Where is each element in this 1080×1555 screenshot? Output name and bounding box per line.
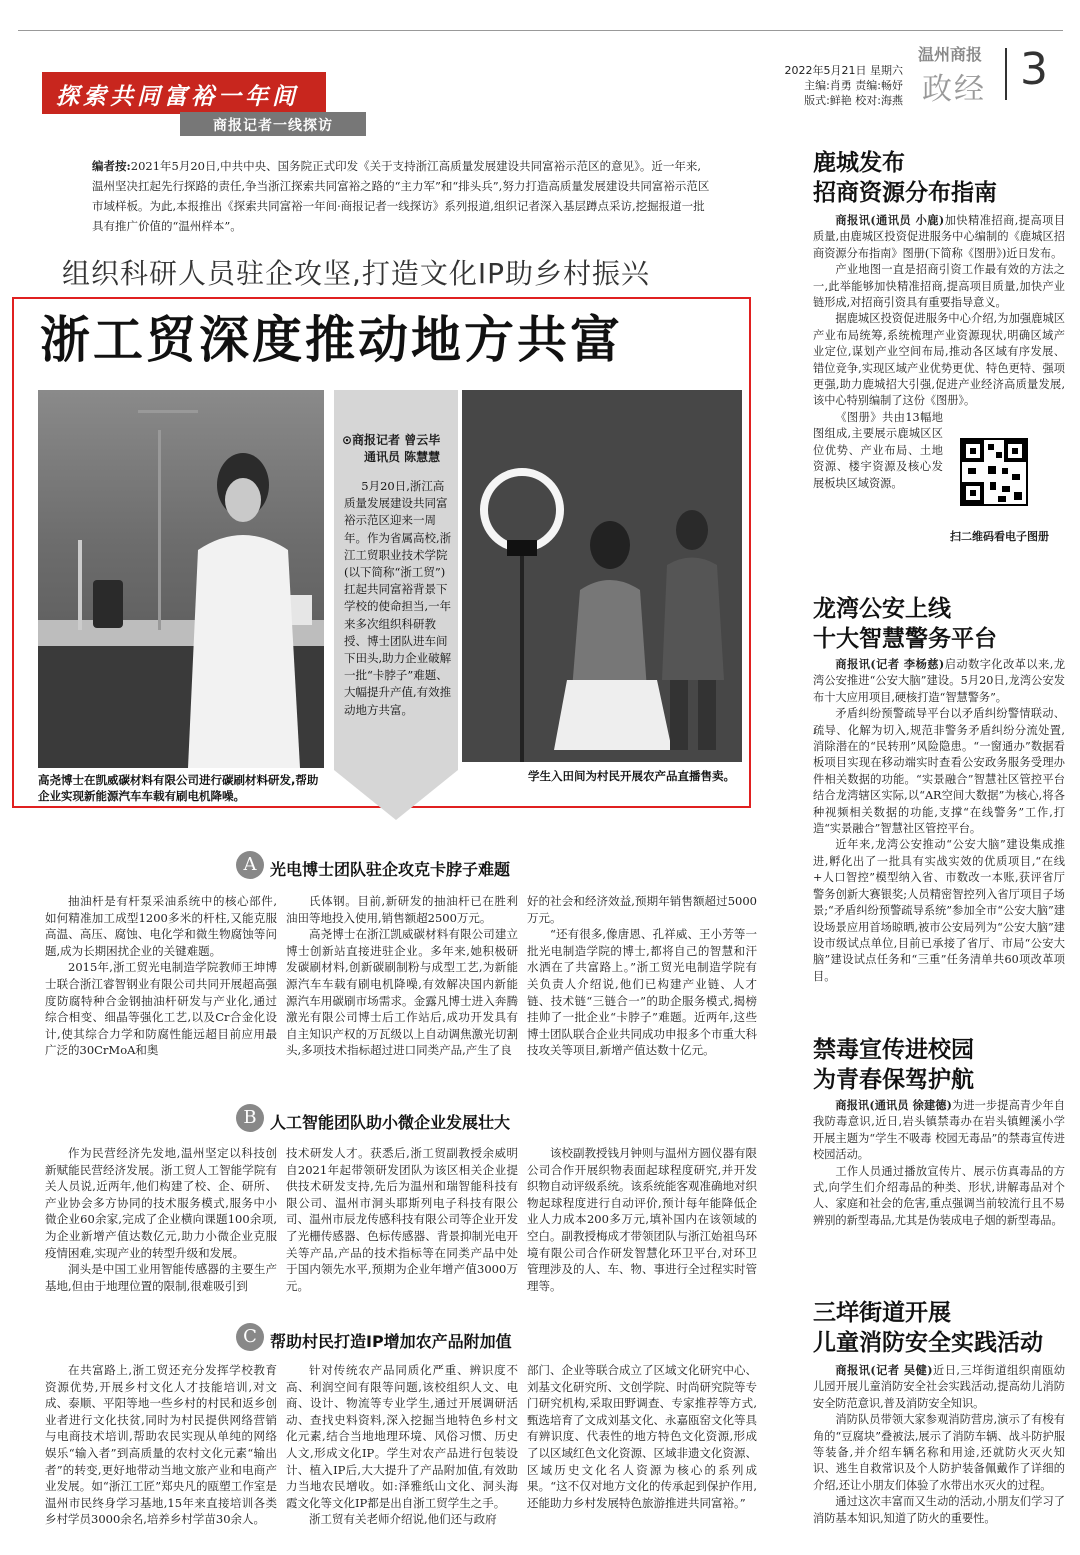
qr-code-icon[interactable] xyxy=(960,438,1028,506)
sidebar-1-title-line2: 招商资源分布指南 xyxy=(813,180,997,206)
paragraph: 浙工贸有关老师介绍说,他们还与政府 xyxy=(309,1512,497,1527)
section-name: 政经 xyxy=(922,72,986,107)
paragraph: 通过这次丰富而又生动的活动,小朋友们学习了消防基本知识,知道了防火的重要性。 xyxy=(813,1495,1065,1525)
page-number: 3 xyxy=(1020,44,1048,95)
paragraph: 高尧博士在浙江凯威碳材料有限公司建立博士创新站直接进驻企业。多年来,她积极研发碳刷材料,创新碳刷制粉与成型工艺,为新能源汽车车载有刷电机降噪,有效解决国内新能源汽车用碳刷市场需求。金露凡博士进入奔腾激光有限公司博士后工作站后,成功开发具有自主知识产权的万瓦级以上自动调焦激光切割头,多项技术指标超过进口同类产品,产生了良 xyxy=(286,927,518,1058)
section-b-col2 xyxy=(286,1145,518,1294)
paragraph: 部门、企业等联合成立了区域文化研究中心、刘基文化研究所、文创学院、时尚研究院等专门研究机构,采取田野调查、专家推荐等方式,甄选培育了文成刘基文化、永嘉瓯窑文化等具有辨识度、代表性的地方特色文化资源,形成了以区域红色文化资源、区域非遗文化资源、区域历史文化名人资源为核心的系列成果。“这不仅对地方文化的传承起到保护作用,还能助力乡村发展特色旅游推进共同富裕。” xyxy=(527,1363,757,1510)
paragraph: 据鹿城区投资促进服务中心介绍,为加强鹿城区产业布局统筹,系统梳理产业资源现状,明确区域产业定位,谋划产业空间布局,推动各区域有序发展、错位竞争,实现区域产业优势更优、特色更特、强项更强,助力鹿城招大引强,促进产业经济高质量发展,该中心特别编制了这份《图册》。 xyxy=(813,312,1065,408)
section-a-title: 光电博士团队驻企攻克卡脖子难题 xyxy=(270,860,511,879)
section-a-col3 xyxy=(527,893,757,1059)
section-c-marker: C xyxy=(236,1323,264,1351)
section-b-title: 人工智能团队助小微企业发展壮大 xyxy=(270,1113,511,1132)
lab-photo-art xyxy=(38,390,324,768)
paragraph: 商报讯(通讯员 徐建德)为进一步提高青少年自我防毒意识,近日,岩头镇禁毒办在岩头镇鲤溪小学开展主题为“学生不吸毒 校园无毒品”的禁毒宣传进校园活动。 xyxy=(813,1098,1065,1162)
section-c-title: 帮助村民打造IP增加农产品附加值 xyxy=(270,1332,512,1351)
paragraph: 好的社会和经济效益,预期年销售额超过5000万元。 xyxy=(527,894,757,925)
dateline: 商报讯(通讯员 小鹿) xyxy=(835,213,945,227)
caption-right: 学生入田间为村民开展农产品直播售卖。 xyxy=(528,769,735,783)
newspaper-name: 温州商报 xyxy=(918,45,983,64)
sidebar-4-title-line2: 儿童消防安全实践活动 xyxy=(813,1330,1043,1356)
meta-layout: 版式:鲜艳 校对:海燕 xyxy=(804,94,903,107)
paragraph: 消防队员带领大家参观消防营房,演示了有梭有角的“豆腐块”叠被法,展示了消防车辆、战斗防护服等装备,并介绍车辆名称和用途,还就防火灭火知识、逃生自救常识及个人防护装备佩戴作了详细的介绍,还让小朋友们体验了水带出水灭火的过程。 xyxy=(813,1413,1065,1492)
sidebar-1-title xyxy=(813,148,997,208)
editor-note-text: 2021年5月20日,中共中央、国务院正式印发《关于支持浙江高质量发展建设共同富裕示范区的意见》。近一年来,温州坚决扛起先行探路的责任,争当浙江探索共同富裕之路的“主力军”和“排头兵”,努力打造高质量发展建设共同富裕示范区市域样板。为此,本报推出《探索共同富裕一年间·商报记者一线探访》系列报道,组织记者深入基层蹲点采访,挖掘报道一批具有推广价值的“温州样本”。 xyxy=(92,159,710,233)
field-photo-art xyxy=(462,390,742,762)
qr-pattern xyxy=(962,440,1026,504)
caption-left: 高尧博士在凯威碳材料有限公司进行碳刷材料研发,帮助企业实现新能源汽车车载有刷电机降噪。 xyxy=(38,773,319,803)
sidebar-3-title-line2: 为青春保驾护航 xyxy=(813,1067,974,1093)
paragraph: 抽油杆是有杆泵采油系统中的核心部件,如何精准加工成型1200多米的杆柱,又能克服高温、高压、腐蚀、电化学和微生物腐蚀等问题,成为长期困扰企业的关键难题。 xyxy=(45,894,277,958)
sidebar-1-title-line1: 鹿城发布 xyxy=(813,150,905,176)
section-c-col2 xyxy=(286,1362,518,1528)
dateline: 商报讯(记者 吴健) xyxy=(835,1363,933,1377)
sidebar-2-title-line2: 十大智慧警务平台 xyxy=(813,626,997,652)
meta-date: 2022年5月21日 星期六 xyxy=(784,64,903,77)
sidebar-2-title xyxy=(813,594,997,654)
paragraph: “还有很多,像唐恩、孔祥威、王小芳等一批光电制造学院的博士,都将自己的智慧和汗水洒在了共富路上。”浙工贸光电制造学院有关负责人介绍说,他们已构建产业链、人才链、技术链“三链合一”的助企服务模式,揭榜挂帅了一批企业“卡脖子”难题。近两年,这些博士团队联合企业共同成功申报多个市重大科技攻关等项目,新增产值达数十亿元。 xyxy=(527,927,757,1058)
sidebar-4-title xyxy=(813,1298,1043,1358)
editor-note-label: 编者按: xyxy=(92,159,131,173)
section-a-col2 xyxy=(286,893,518,1059)
qr-caption: 扫二维码看电子图册 xyxy=(950,530,1049,543)
paragraph: 矛盾纠纷预警疏导平台以矛盾纠纷警情联动、疏导、化解为切入,规范非警务矛盾纠纷分流处置,消除潜在的“民转刑”风险隐患。“一窗通办”数据看板项目实现在移动端实时查看公安政务服务受理办件相关数据的功能。“实景融合”智慧社区管控平台结合龙湾辖区实际,以“AR空间大数据”为核心,将各种视频相关数据的功能,支撑“在线警务”工作,打造“实景融合”智慧社区管控平台。 xyxy=(813,707,1065,836)
paragraph: 在共富路上,浙工贸还充分发挥学校教育资源优势,开展乡村文化人才技能培训,对文成、泰顺、平阳等地一些乡村的村民和返乡创业者进行文化扶贫,同时为村民提供网络营销与电商技术培训,帮助农民实现从单纯的网络娱乐“输入者”到高质量的农村文化元素“输出者”的转变,更好地带动当地文旅产业和电商产业发展。如“浙江工匠”郑央凡的瓯塑工作室是温州市民终身学习基地,15年来直接培训各类乡村学员3000余名,培养乡村学苗30余人。 xyxy=(45,1363,277,1527)
lead-title: 浙工贸深度推动地方共富 xyxy=(40,311,623,369)
paragraph: 该校副教授钱月钟则与温州方圆仪器有限公司合作开展织物表面起球程度研究,并开发织物自动评级系统。该系统能客观准确地对织物起球程度进行自动评价,预计每年能降低企业人力成本200多万元,填补国内在该领域的空白。副教授梅成才带领团队与浙江始祖鸟环境有限公司合作研发智慧化环卫平台,对环卫管理涉及的人、车、物、事进行全过程实时管理等。 xyxy=(527,1146,757,1293)
paragraph: 《图册》共由13幅地图组成,主要展示鹿城区区位优势、产业布局、土地资源、楼宇资源及核心发展板块区域资源。 xyxy=(813,410,943,490)
section-b-col1 xyxy=(45,1145,277,1294)
sidebar-3-body xyxy=(813,1097,1065,1229)
paragraph: 近年来,龙湾公安推动“公安大脑”建设集成推进,孵化出了一批具有实战实效的优质项目,“在线+人口智控”模型纳入省、市数改一本账,获评省厅警务创新大赛银奖;人员精密智控列入省厅项目子场景;“矛盾纠纷预警疏导系统”参加全市“公安大脑”建设场景应用首场晾晒,被市公安局列为“公安大脑”建设市级试点单位,目前已承接了省厅、市局“公安大脑”建设试点任务和“三重”任务清单共60项改革项目。 xyxy=(813,838,1065,983)
section-c-col3 xyxy=(527,1362,757,1511)
sidebar-2-title-line1: 龙湾公安上线 xyxy=(813,596,951,622)
sidebar-4-title-line1: 三垟街道开展 xyxy=(813,1300,951,1326)
section-b-marker: B xyxy=(236,1104,264,1132)
lab-researcher-photo xyxy=(38,390,324,768)
byline-pointer xyxy=(334,770,458,820)
paragraph: 商报讯(记者 吴健)近日,三垟街道组织南瓯幼儿园开展儿童消防安全社会实践活动,提高幼儿消防安全防范意识,普及消防安全知识。 xyxy=(813,1363,1066,1410)
section-a-marker: A xyxy=(236,851,264,879)
series-banner: 探索共同富裕一年间 xyxy=(42,72,326,114)
dateline: 商报讯(记者 李杨慈) xyxy=(835,657,945,671)
byline xyxy=(342,432,452,466)
series-subbanner: 商报记者一线探访 xyxy=(180,112,366,136)
lead-subtitle: 组织科研人员驻企攻坚,打造文化IP助乡村振兴 xyxy=(62,257,651,290)
editor-note xyxy=(92,156,712,236)
paragraph: 产业地图一直是招商引资工作最有效的方法之一,此举能够加快精准招商,提高项目质量,加快产业链形成,对招商引资具有重要指导意义。 xyxy=(813,263,1065,310)
page-meta xyxy=(735,63,903,108)
paragraph: 商报讯(记者 李杨慈)启动数字化改革以来,龙湾公安推进“公安大脑”建设。5月20日,龙湾公安发布十大应用项目,硬核打造“智慧警务”。 xyxy=(813,657,1066,704)
byline-correspondent: 通讯员 陈慧慧 xyxy=(364,450,441,464)
sidebar-3-title-line1: 禁毒宣传进校园 xyxy=(813,1037,974,1063)
paragraph: 商报讯(通讯员 小鹿)加快精准招商,提高项目质量,由鹿城区投资促进服务中心编制的《鹿城区招商资源分布指南》图册(下简称《图册》)近日发布。 xyxy=(813,213,1066,260)
top-rule xyxy=(18,30,1063,31)
paragraph: 氏体钢。目前,新研发的抽油杆已在胜利油田等地投入使用,销售额超2500万元。 xyxy=(286,894,518,925)
paragraph: 工作人员通过播放宣传片、展示仿真毒品的方式,向学生们介绍毒品的种类、形状,讲解毒品对个人、家庭和社会的危害,重点强调当前较流行且不易辨别的新型毒品,尤其是伪装成电子烟的新型毒品。 xyxy=(813,1164,1065,1227)
paragraph: 2015年,浙工贸光电制造学院教师王坤博士联合浙江睿智钢业有限公司共同开展超高强度防腐特种合金钢抽油杆研发与产业化,通过综合相变、细晶等强化工艺,以及Cr合金化设计,使其综合力学和防腐性能远超目前应用最广泛的30CrMoA和奥 xyxy=(45,960,277,1058)
section-b-col3 xyxy=(527,1145,757,1294)
section-c-col1 xyxy=(45,1362,277,1528)
section-a-col1 xyxy=(45,893,277,1059)
byline-reporter: ⊙商报记者 曾云毕 xyxy=(342,433,441,447)
sidebar-2-body xyxy=(813,656,1065,985)
lead-intro: 5月20日,浙江高质量发展建设共同富裕示范区迎来一周年。作为省属高校,浙江工贸职业技术学院(以下简称“浙工贸”)扛起共同富裕背景下学校的使命担当,一年来多次组织科研教授、博士团队进车间下田头,助力企业破解一批“卡脖子”难题、大幅提升产值,有效推动地方共富。 xyxy=(344,479,452,717)
paragraph: 技术研发人才。获悉后,浙工贸副教授余威明自2021年起带领研发团队为该区相关企业提供技术研发支持,先后为温州和瑞智能科技有限公司、温州市洞头耶斯列电子科技有限公司、温州市辰龙传感科技有限公司等企业开发了光栅传感器、色标传感器、背景抑制光电开关等产品,产品的技术指标等在同类产品中处于国内领先水平,预期为企业年增产值3000万元。 xyxy=(286,1146,518,1293)
meta-editors: 主编:肖勇 责编:畅妤 xyxy=(804,79,903,92)
paragraph: 作为民营经济先发地,温州坚定以科技创新赋能民营经济发展。浙工贸人工智能学院有关人员说,近两年,他们构建了校、企、研所、产业协会多方协同的技术服务模式,服务中小微企业60余家,完成了企业横向课题100余项,为企业新增产值达数亿元,助力小微企业克服疫情困难,实现产业的转型升级和发展。 xyxy=(45,1146,277,1260)
livestream-field-photo xyxy=(462,390,742,762)
paragraph: 洞头是中国工业用智能传感器的主要生产基地,但由于地理位置的限制,很难吸引到 xyxy=(45,1262,277,1293)
paragraph: 针对传统农产品同质化严重、辨识度不高、利润空间有限等问题,该校组织人文、电商、设计、物流等专业学生,通过开展调研活动、查找史料资料,深入挖掘当地特色乡村文化元素,结合当地地理环境、风俗习惯、历史人文,形成文化IP。学生对农产品进行包装设计、植入IP后,大大提升了产品附加值,有效助力当地农民增收。如:泽雅纸山文化、洞头海霞文化等文化IP都是出自浙工贸学生之手。 xyxy=(286,1363,518,1510)
sidebar-3-title xyxy=(813,1035,974,1095)
header-divider xyxy=(1005,48,1007,100)
sidebar-4-body xyxy=(813,1362,1065,1527)
dateline: 商报讯(通讯员 徐建德) xyxy=(835,1098,952,1112)
